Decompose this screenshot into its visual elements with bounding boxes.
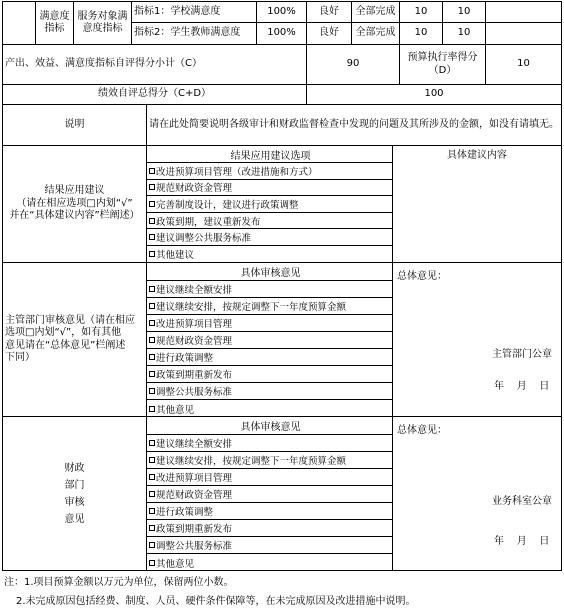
option-label: 进行政策调整 <box>156 507 214 518</box>
category-line-1: 满意度 <box>39 10 70 22</box>
option-row[interactable] <box>147 213 392 230</box>
indicator-cell: 指标2：学生教师满意度 <box>132 23 257 45</box>
subtotal-value: 90 <box>307 45 400 85</box>
option-label: 建议继续安排，按规定调整下一年度预算金额 <box>156 302 347 313</box>
status-cell: 全部完成 <box>352 1 400 23</box>
checkbox-icon[interactable] <box>149 474 155 480</box>
option-label: 进行政策调整 <box>156 353 214 364</box>
content-header: 具体建议内容 <box>447 150 507 161</box>
explanation-label: 说明 <box>2 105 147 146</box>
budget-execution-value: 10 <box>486 45 562 85</box>
dept-stamp: 主管部门公章 <box>492 349 552 360</box>
indicator-cell: 指标1：学校满意度 <box>132 1 257 23</box>
checkbox-icon[interactable] <box>149 457 155 463</box>
dept-review-label: 主管部门审核意见（请在相应 选项□内划“√”，如有其他 意见请在“总体意见”栏阐述 下同） <box>2 263 147 417</box>
finance-options-header: 具体审核意见 <box>147 417 392 435</box>
option-row[interactable] <box>147 315 392 332</box>
option-label: 调整公共服务标准 <box>156 541 233 552</box>
option-row[interactable] <box>147 163 392 180</box>
score-cell: 10 <box>443 1 486 23</box>
status-cell: 全部完成 <box>352 23 400 45</box>
blank-cell <box>486 1 562 23</box>
finance-review-label: 财政 部门 审核 意见 <box>2 417 147 571</box>
checkbox-icon[interactable] <box>149 218 155 224</box>
option-label: 其他意见 <box>156 558 195 570</box>
dept-date: 年 月 日 <box>494 381 550 392</box>
checkbox-icon[interactable] <box>149 184 155 190</box>
checkbox-icon[interactable] <box>149 508 155 514</box>
checkbox-icon[interactable] <box>149 371 155 377</box>
blank-cell <box>486 23 562 45</box>
checkbox-icon[interactable] <box>149 491 155 497</box>
dept-overall-label: 总体意见： <box>397 271 447 282</box>
checkbox-icon[interactable] <box>149 201 155 207</box>
option-row[interactable] <box>147 400 392 417</box>
dept-overall-column <box>393 263 562 417</box>
option-row[interactable] <box>147 246 392 263</box>
option-label: 规范财政资金管理 <box>156 183 233 195</box>
checkbox-icon[interactable] <box>149 542 155 548</box>
checkbox-icon[interactable] <box>149 388 155 394</box>
footnotes <box>4 573 416 611</box>
evaluation-form <box>2 1 562 571</box>
finance-date: 年 月 日 <box>494 536 550 547</box>
option-label: 规范财政资金管理 <box>156 336 233 347</box>
score-cell: 10 <box>443 23 486 45</box>
option-label: 改进预算项目管理 <box>156 473 233 484</box>
footnote: 注：1.项目预算金额以万元为单位，保留两位小数。 <box>4 577 234 588</box>
checkbox-icon[interactable] <box>149 354 155 360</box>
option-row[interactable] <box>147 229 392 246</box>
option-row[interactable] <box>147 349 392 366</box>
checkbox-icon[interactable] <box>149 251 155 257</box>
option-row[interactable] <box>147 452 392 469</box>
total-label: 绩效自评总得分（C+D） <box>2 85 307 105</box>
total-value: 100 <box>307 85 562 105</box>
option-row[interactable] <box>147 537 392 554</box>
option-row[interactable] <box>147 298 392 315</box>
budget-execution-label: 预算执行率得分（D） <box>400 45 486 85</box>
option-label: 调整公共服务标准 <box>156 387 233 398</box>
checkbox-icon[interactable] <box>149 303 155 309</box>
satisfaction-category-label <box>36 1 74 45</box>
option-label: 完善制度设计，建议进行政策调整 <box>156 199 299 211</box>
target-cell: 100% <box>257 23 307 45</box>
option-row[interactable] <box>147 486 392 503</box>
option-row[interactable] <box>147 196 392 213</box>
option-label: 政策到期重新发布 <box>156 370 233 381</box>
option-label: 建议继续全额安排 <box>156 439 233 450</box>
option-row[interactable] <box>147 503 392 520</box>
target-cell: 100% <box>257 1 307 23</box>
finance-stamp: 业务科室公章 <box>492 496 552 507</box>
dept-options-header: 具体审核意见 <box>147 263 392 281</box>
satisfaction-subcategory <box>74 1 132 45</box>
category-line-2: 指标 <box>44 23 65 34</box>
option-label: 规范财政资金管理 <box>156 490 233 501</box>
option-row[interactable] <box>147 469 392 486</box>
subtotal-label: 产出、效益、满意度指标自评得分小计（C） <box>2 45 307 85</box>
checkbox-icon[interactable] <box>149 320 155 326</box>
option-label: 建议继续全额安排 <box>156 285 233 296</box>
checkbox-icon[interactable] <box>149 286 155 292</box>
checkbox-icon[interactable] <box>149 406 155 412</box>
option-label: 建议继续安排，按规定调整下一年度预算金额 <box>156 456 347 467</box>
option-label: 改进预算项目管理（改进措施和方式） <box>156 166 318 178</box>
subcategory-line-1: 服务对象满 <box>77 10 128 22</box>
checkbox-icon[interactable] <box>149 234 155 240</box>
option-row[interactable] <box>147 435 392 452</box>
option-label: 建议调整公共服务标准 <box>156 233 252 245</box>
checkbox-icon[interactable] <box>149 560 155 566</box>
option-label: 政策到期重新发布 <box>156 524 233 535</box>
weight-cell: 10 <box>400 1 443 23</box>
option-row[interactable] <box>147 383 392 400</box>
checkbox-icon[interactable] <box>149 525 155 531</box>
subcategory-line-2: 意度指标 <box>82 23 123 34</box>
option-row[interactable] <box>147 332 392 349</box>
checkbox-icon[interactable] <box>149 440 155 446</box>
option-row[interactable] <box>147 520 392 537</box>
options-header: 结果应用建议选项 <box>147 146 392 163</box>
checkbox-icon[interactable] <box>149 168 155 174</box>
result-content-column <box>393 146 562 263</box>
option-row[interactable] <box>147 180 392 197</box>
option-row[interactable] <box>147 366 392 383</box>
finance-overall-label: 总体意见： <box>397 425 447 436</box>
option-row[interactable] <box>147 281 392 298</box>
checkbox-icon[interactable] <box>149 337 155 343</box>
actual-cell: 良好 <box>307 1 352 23</box>
option-label: 改进预算项目管理 <box>156 319 233 330</box>
option-row[interactable] <box>147 554 392 571</box>
result-application-label: 结果应用建议 （请在相应选项□内划“√” 并在“具体建议内容”栏阐述） <box>2 146 147 263</box>
option-label: 其他建议 <box>156 250 195 262</box>
option-label: 其他意见 <box>156 404 195 416</box>
satisfaction-category <box>2 1 36 45</box>
weight-cell: 10 <box>400 23 443 45</box>
option-label: 政策到期，建议重新发布 <box>156 216 261 228</box>
footnote: 2.未完成原因包括经费、制度、人员、硬件条件保障等，在未完成原因及改进措施中说明。 <box>16 596 416 607</box>
actual-cell: 良好 <box>307 23 352 45</box>
explanation-text: 请在此处简要说明各级审计和财政监督检查中发现的问题及其所涉及的金额，如没有请填无。 <box>147 105 562 146</box>
